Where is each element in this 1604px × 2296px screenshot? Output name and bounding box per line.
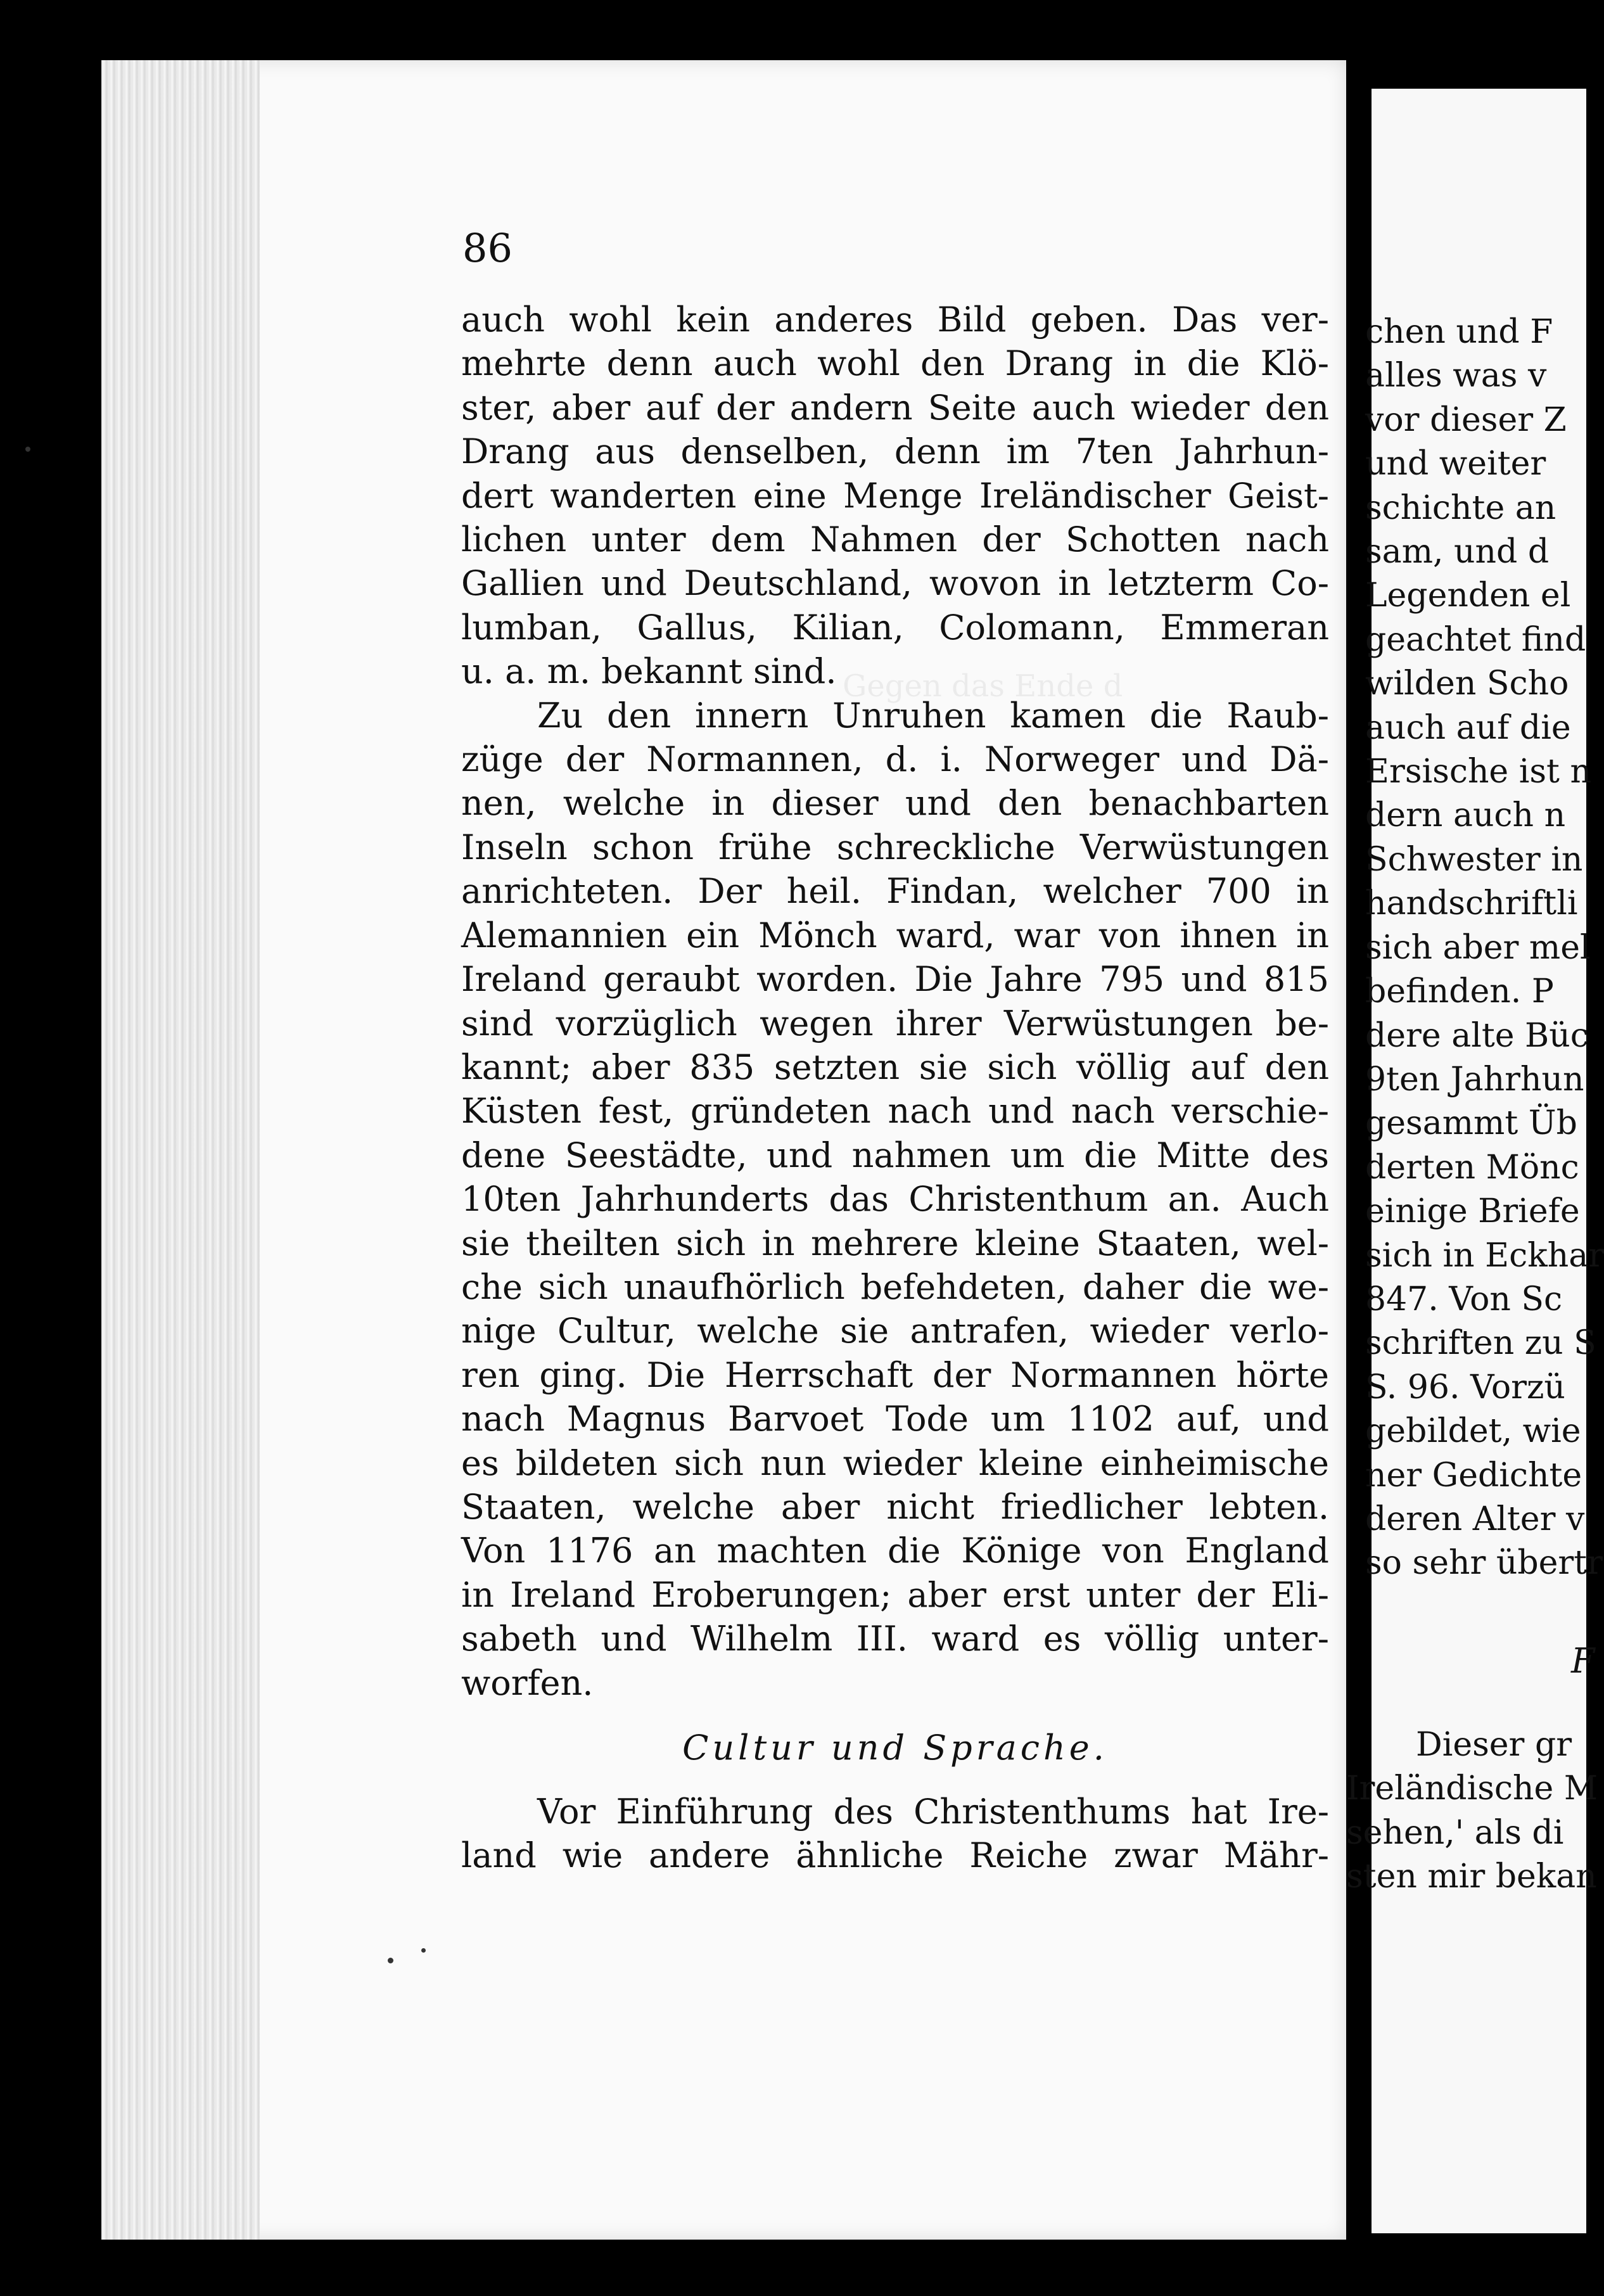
text-line: 9ten Jahrhun — [1365, 1060, 1584, 1099]
right-page-text — [1365, 310, 1604, 1586]
page-edges — [101, 60, 260, 2240]
text-line: kannt; aber 835 setzten sie sich völlig auf den — [461, 1047, 1329, 1087]
text-line: sich aber mel — [1365, 928, 1591, 967]
text-line: Von 1176 an machten die Könige von England — [461, 1531, 1329, 1571]
text-line: sind vorzüglich wegen ihrer Verwüstungen be- — [461, 1003, 1329, 1043]
text-line: Schwester in — [1365, 840, 1583, 879]
main-text — [461, 298, 1329, 1705]
text-line: auch wohl kein anderes Bild geben. Das ver- — [461, 300, 1329, 340]
text-line: in Ireland Eroberungen; aber erst unter der Eli- — [461, 1574, 1329, 1615]
text-line: es bildeten sich nun wieder kleine einheimische — [461, 1443, 1329, 1483]
right-page-heading: F — [1571, 1641, 1595, 1681]
text-line: sabeth und Wilhelm III. ward es völlig unter- — [461, 1619, 1329, 1659]
text-line: 847. Von Sc — [1365, 1280, 1563, 1318]
text-line: Vor Einführung des Christenthums hat Ire- — [537, 1792, 1329, 1832]
text-line: anrichteten. Der heil. Findan, welcher 700 in — [461, 871, 1329, 912]
text-line: gesammt Üb — [1365, 1104, 1577, 1143]
text-line: Dieser gr — [1416, 1726, 1572, 1764]
text-line: alles was v — [1365, 357, 1547, 395]
text-line: dern auch n — [1365, 796, 1566, 835]
text-line: schichte an — [1365, 488, 1556, 527]
text-line: Küsten fest, gründeten nach und nach verschie- — [461, 1091, 1329, 1132]
speck — [388, 1958, 393, 1963]
section-heading: Cultur und Sprache. — [682, 1728, 1108, 1768]
main-text-continued — [461, 1790, 1329, 1878]
text-line: mehrte denn auch wohl den Drang in die Klö- — [461, 343, 1329, 384]
text-line: ner Gedichte — [1365, 1456, 1582, 1495]
text-line: worfen. — [461, 1662, 594, 1703]
text-line: land wie andere ähnliche Reiche zwar Mähr- — [461, 1835, 1329, 1876]
text-line: Alemannien ein Mönch ward, war von ihnen in — [461, 915, 1329, 955]
text-line: chen und F — [1365, 313, 1553, 351]
text-line: nen, welche in dieser und den benachbarten — [461, 783, 1329, 824]
text-line: dene Seestädte, und nahmen um die Mitte des — [461, 1135, 1329, 1175]
text-line: nach Magnus Barvoet Tode um 1102 auf, und — [461, 1399, 1329, 1439]
text-line: so sehr übertr — [1365, 1544, 1603, 1583]
text-line: wilden Scho — [1365, 665, 1569, 703]
text-line: che sich unaufhörlich befehdeten, daher die we- — [461, 1266, 1329, 1307]
text-line: dere alte Büc — [1365, 1016, 1589, 1055]
text-line: züge der Normannen, d. i. Norweger und Dä- — [461, 739, 1329, 780]
bleed-through-text: Gegen das Ende d — [843, 668, 1123, 704]
page-number: 86 — [462, 225, 512, 271]
text-line: Legenden el — [1365, 577, 1571, 615]
text-line: S. 96. Vorzü — [1365, 1368, 1565, 1406]
text-line: geachtet find — [1365, 620, 1586, 659]
text-line: auch auf die — [1365, 708, 1571, 747]
text-line: derten Mönc — [1365, 1148, 1579, 1187]
text-line: ren ging. Die Herrschaft der Normannen hörte — [461, 1355, 1329, 1395]
text-line: Ersische ist n — [1365, 753, 1591, 791]
text-line: sich in Eckhar — [1365, 1236, 1604, 1275]
speck — [421, 1948, 426, 1953]
text-line: schriften zu S — [1365, 1324, 1596, 1363]
text-line: dert wanderten eine Menge Ireländischer Geist- — [461, 475, 1329, 516]
text-line: handschriftli — [1365, 884, 1578, 923]
text-line: sehen,' als di — [1346, 1813, 1564, 1852]
text-line: Zu den innern Unruhen kamen die Raub- — [537, 695, 1329, 736]
text-line: Inseln schon frühe schreckliche Verwüstungen — [461, 827, 1329, 867]
text-line: Drang aus denselben, denn im 7ten Jahrhun- — [461, 431, 1329, 472]
text-line: deren Alter v — [1365, 1500, 1585, 1538]
right-page-text-continued — [1346, 1723, 1598, 1899]
text-line: gebildet, wie — [1365, 1412, 1581, 1451]
text-line: befinden. P — [1365, 973, 1554, 1011]
text-line: nige Cultur, welche sie antrafen, wieder verlo- — [461, 1311, 1329, 1351]
text-line: ster, aber auf der andern Seite auch wieder den — [461, 387, 1329, 428]
speck — [25, 447, 30, 452]
text-line: und weiter — [1365, 445, 1546, 483]
text-line: 10ten Jahrhunderts das Christenthum an. Auch — [461, 1179, 1329, 1220]
text-line: sam, und d — [1365, 533, 1550, 571]
text-line: Staaten, welche aber nicht friedlicher lebten. — [461, 1486, 1329, 1527]
text-line: sten mir bekan — [1346, 1858, 1597, 1896]
text-line: vor dieser Z — [1365, 400, 1567, 439]
text-line: einige Briefe — [1365, 1192, 1580, 1231]
text-line: Ireländische M — [1346, 1770, 1598, 1808]
text-line: lichen unter dem Nahmen der Schotten nach — [461, 520, 1329, 560]
text-line: Gallien und Deutschland, wovon in letzterm Co- — [461, 563, 1329, 604]
text-line: sie theilten sich in mehrere kleine Staaten, wel- — [461, 1223, 1329, 1263]
text-line: Ireland geraubt worden. Die Jahre 795 und 815 — [461, 959, 1329, 1000]
text-line: u. a. m. bekannt sind. — [461, 651, 837, 692]
text-line: lumban, Gallus, Kilian, Colomann, Emmeran — [461, 607, 1329, 647]
